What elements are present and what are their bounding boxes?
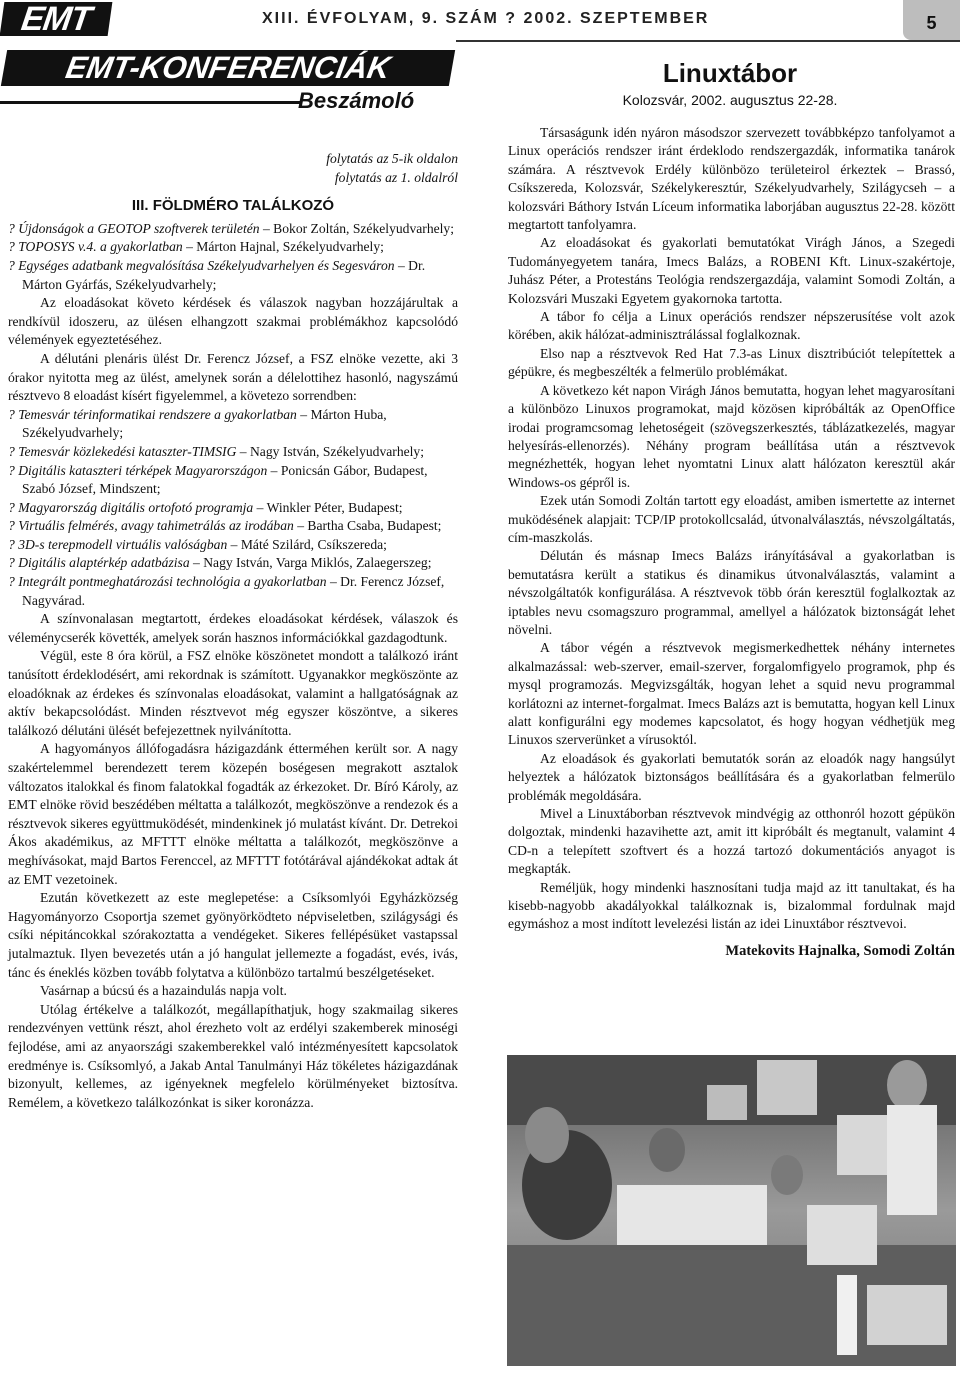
talk-speaker: – Máté Szilárd, Csíkszereda;	[227, 536, 387, 552]
header-rule	[456, 40, 960, 42]
talk-item	[8, 257, 458, 294]
left-column	[8, 150, 458, 1112]
paragraph: Reméljük, hogy mindenki hasznosítani tudja majd az itt tanultakat, és ha kisebb-nagyobb akadályokkal találkoznak is, bizalommal fordulnak majd egymáshoz a most indított levelezési listán az idei Linuxtábor résztvevoi.	[508, 879, 955, 932]
talk-title: ? Integrált pontmeghatározási technológia a gyakorlatban	[8, 574, 327, 590]
talk-list	[8, 220, 458, 294]
paragraph: Az eloadásokat követo kérdések és válaszok nagyban hozzájárultak a rendkívül idoszeru, az ülésen elhangzott szakmai problémákhoz kapcsolódó vélemények egyeztetéséhez.	[8, 295, 458, 348]
emt-logo: EMT	[0, 2, 112, 36]
continuation-note: folytatás az 1. oldalról	[334, 169, 458, 185]
page-number: 5	[903, 0, 960, 40]
talk-title: ? Digitális kataszteri térképek Magyarországon	[8, 462, 268, 478]
talk-title: ? 3D-s terepmodell virtuális valóságban	[8, 536, 228, 552]
paragraph: Az eloadásokat és gyakorlati bemutatókat Virágh János, a Szegedi Tudományegyetem tanára, Imecs Balázs, a ROBENI Kft. Linux-szakértoje, Juhász Péter, a Protestáns Teológia rendszergazdája, valamint Somodi Zoltán, a Kolozsvári Muszaki Egyetem gyakornoka tartotta.	[508, 235, 955, 306]
paragraph: Végül, este 8 óra körül, a FSZ elnöke köszönetet mondott a találkozó iránt tanúsított érdeklodésért, ami rekordnak is számított. Ugyanakkor megköszönte az eloadóknak az érdekes és színvonalas eloadásokat, valamint a hallgatóságnak az aktív bekapcsolódást. Minden résztvevot még egyszer köszöntve, a sikeres találkozó délutáni ülését befejezettnek nyilvánította.	[8, 648, 458, 738]
continuation-note: folytatás az 5-ik oldalon	[326, 151, 458, 166]
talk-title: ? Temesvár térinformatikai rendszere a gyakorlatban	[8, 406, 297, 422]
talk-item	[8, 517, 458, 536]
talk-item	[8, 554, 458, 573]
talk-title: ? Temesvár közlekedési kataszter-TIMSIG	[8, 443, 237, 459]
paragraph: Vasárnap a búcsú és a hazaindulás napja volt.	[40, 983, 287, 999]
banner-underline	[0, 101, 300, 104]
paragraph: Ezután következett az este meglepetése: a Csíksomlyói Egyházközség Hagyományorzo Csoportja szemet gyönyörködteto népviseletben, szilágysági és csíki népitáncokkal szórakoztatta a vendégeket. Sikeres fellépésüket vastapssal jutalmaztuk. Ilyen bevezetés után a jó hangulat jellemezte a fogadást, evés, ivás, tánc és éneklés közben tovább folytatva a különbözo tartalmú beszélgetéseket.	[8, 890, 458, 980]
paragraph: Társaságunk idén nyáron másodszor szervezett továbbképzo tanfolyamot a Linux operációs rendszer iránt érdeklodo rendszergazdák, informatika tanárok számára. A résztvevok Erdély különbözo területeirol érkeztek – Brassó, Csíkszereda, Kolozsvár, Székelykeresztúr, Székelyudvarhely, Szilágycseh – a kolozsvári Báthory István Líceum informatika laborjában augusztus 22-28. között megtartott tanfolyamra.	[508, 125, 955, 233]
classroom-photo	[507, 1055, 956, 1366]
conference-banner: EMT-KONFERENCIÁK	[1, 50, 455, 86]
paragraph: A következo két napon Virágh János bemutatta, hogyan lehet magyarosítani a különbözo Linuxos programokat, majd közösen kipróbálták az OpenOffice irodai programcsomag lehetoségeit (szövegszerkesztés, táblázatkezelés, magyar helyesírás-ellenorzés). Néhány program beállítása után a résztvevok megnézhették, hogyan lehet nyomtatni Linux alatt hálózaton keresztül akár Windows-os gépről is.	[508, 382, 955, 490]
talk-speaker: – Ponicsán Gábor, Budapest, Szabó József, Mindszent;	[22, 462, 428, 497]
paragraph: A színvonalasan megtartott, érdekes eloadásokat kérdések, válaszok és véleménycserék követték, amelyek során hasznos információkkal gazdagodtunk.	[8, 611, 458, 645]
paragraph: A tábor fo célja a Linux operációs rendszer népszerusítése volt azok körében, akik hálózat-adminisztrálással foglalkoznak.	[508, 309, 955, 343]
talk-title: ? Magyarország digitális ortofotó programja	[8, 499, 254, 515]
talk-item	[8, 536, 458, 555]
paragraph: A délutáni plenáris ülést Dr. Ferencz József, a FSZ elnöke vezette, aki 3 órakor nyitotta meg az ülést, amelynek során a délelottihez hasonló, nagyszámú résztvevo 8 eloadást kísért figyelemmel, a követezo sorrendben:	[8, 350, 458, 404]
paragraph: Elso nap a résztvevok Red Hat 7.3-as Linux disztribúciót telepítettek a gépükre, és megbeszélték a felmerülo problémákat.	[508, 345, 955, 380]
talk-speaker: – Nagy István, Székelyudvarhely;	[236, 443, 425, 459]
talk-item	[8, 573, 458, 610]
talk-title: ? Újdonságok a GEOTOP szoftverek területén	[8, 220, 260, 236]
talk-speaker: – Dr. Márton Gyárfás, Székelyudvarhely;	[22, 257, 426, 292]
section-title: III. FÖLDMÉRO TALÁLKOZÓ	[131, 197, 335, 215]
talk-item	[8, 443, 458, 462]
talk-speaker: – Márton Hajnal, Székelyudvarhely;	[182, 239, 384, 255]
issue-line: XIII. ÉVFOLYAM, 9. SZÁM ? 2002. SZEPTEMBER	[262, 10, 710, 27]
talk-title: ? Egységes adatbank megvalósítása Székelyudvarhelyen és Segesváron	[8, 257, 395, 273]
talk-speaker: – Bokor Zoltán, Székelyudvarhely;	[259, 220, 454, 236]
talk-item	[8, 238, 458, 257]
talk-item	[8, 406, 458, 443]
paragraph: Az eloadások és gyakorlati bemutatók során az eloadók nagy hangsúlyt helyeztek a hálózatok biztonságos beállítására és a gyakorlatban felmerülo problémák megoldására.	[508, 750, 955, 803]
talk-title: ? Virtuális felmérés, avagy tahimetrálás az irodában	[8, 518, 294, 534]
paragraph: Utólag értékelve a találkozót, megállapíthatjuk, hogy szakmailag sikeres rendezvényen vettünk részt, ahol érezheto volt az erdélyi szakemberek minoségi fejlodése, ami az anyaországi szakemberekkel való intézményesített kapcsolatok eredménye is. Csíksomlyó, a Jakab Antal Tanulmányi Ház tökéletes házigazdának bizonyult, kellemes, az igényeknek megfelelo körülményeket biztosítva. Remélem, a következo találkozónkat is siker koronázza.	[8, 1001, 458, 1110]
talk-item	[8, 462, 458, 499]
talk-speaker: – Márton Huba, Székelyudvarhely;	[22, 406, 387, 441]
paragraph: A tábor végén a résztvevok megismerkedhettek néhány internetes alkalmazással: web-szerver, email-szerver, forgalomfigyelo programok, php és mysql programozás. Megvizsgálták, hogyan lehet a squid nevu programmal korlátozni az internet-forgalmat. Imecs Balázs azt is bemutatta, hogyan kell Linux alatt konfigurálni egy modemes kapcsolatot, és hogy hogyan védhetjük meg Linuxos szerverünket a vírusoktól.	[508, 640, 955, 748]
paragraph: A hagyományos állófogadásra házigazdánk étterméhen került sor. A nagy szakértelemmel berendezett terem közepén boségesen megrakott asztalok változatos italokkal és finom falatokkal fogadták az érkezoket. Dr. Bíró Károly, az EMT elnöke rövid beszédében méltatta a találkozót, megköszönve a rendezok és a résztvevok sikeres együttmuködését, mindenkinek jó mulatást kívánt. Dr. Detrekoi Ákos akadémikus, az MFTTT elnöke méltatta a találkozót, megköszönve a meghívásokat, majd Bartos Ferenccel, az MFTTT fotótárával ajándékokat adtak át az EMT vezetoinek.	[8, 741, 458, 887]
talk-title: ? Digitális alaptérkép adatbázisa	[8, 555, 190, 571]
talk-speaker: – Bartha Csaba, Budapest;	[293, 518, 442, 534]
paragraph: Ezek után Somodi Zoltán tartott egy eloadást, amiben ismertette az internet muködésének alapjait: TCP/IP protokollcsalád, útvonalválasztás, névszolgáltatás, cím-maszkolás.	[508, 493, 955, 545]
talk-speaker: – Dr. Ferencz József, Nagyvárad.	[22, 574, 445, 608]
paragraph: Délután és másnap Imecs Balázs irányításával a gyakorlatban is bemutatásra került a statikus és dinamikus útvonalválasztás, valamint a névszolgáltatók konfigurálása. A résztvevok több órán keresztül foglalkoztak az iptables nevu csomagszuro programmal, amellyel a hálózatok biztonságát lehet növelni.	[508, 548, 955, 637]
talk-speaker: – Winkler Péter, Budapest;	[253, 499, 403, 515]
article-body	[508, 124, 955, 934]
talk-item	[8, 499, 458, 518]
talk-speaker: – Nagy István, Varga Miklós, Zalaegerszeg;	[189, 555, 432, 571]
right-column	[508, 124, 955, 960]
talk-title: ? TOPOSYS v.4. a gyakorlatban	[8, 239, 183, 255]
article-title: Linuxtábor	[662, 58, 798, 88]
classroom-photo-image	[507, 1055, 956, 1366]
talk-item	[8, 220, 458, 239]
author: Matekovits Hajnalka, Somodi Zoltán	[725, 942, 955, 959]
article-subtitle: Kolozsvár, 2002. augusztus 22-28.	[622, 92, 838, 108]
paragraph: Mivel a Linuxtáborban résztvevok mindvégig az otthonról hozott gépükön dolgoztak, mindenki hazavihette azt, amit itt kipróbált és megtanult, valamint 4 CD-n a telepített szoftvert és a hozzá tartozó dokumentációs anyagot is megkapták.	[508, 806, 955, 877]
conference-subtitle: Beszámoló	[298, 88, 415, 113]
talk-list	[8, 406, 458, 611]
